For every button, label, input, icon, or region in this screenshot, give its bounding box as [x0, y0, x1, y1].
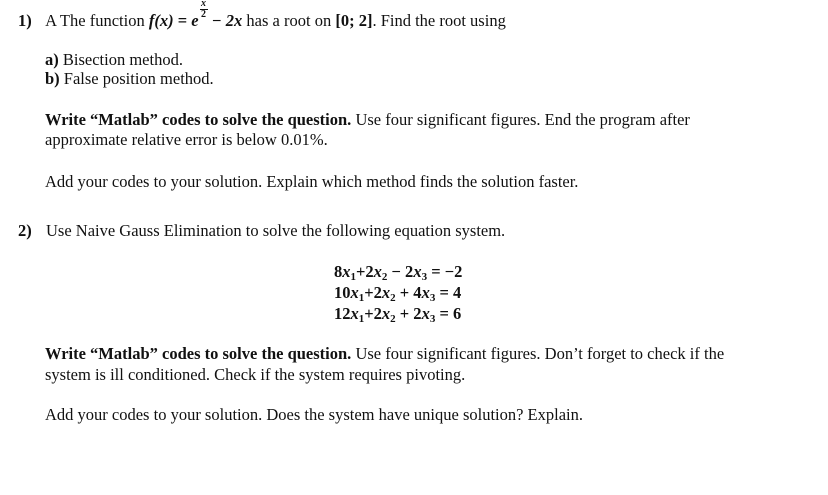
eq3-sub2: 2 — [390, 313, 396, 325]
q1-instruction-line1 — [45, 110, 690, 130]
eq2-var2: x — [381, 283, 391, 302]
q1-closing: Add your codes to your solution. Explain which method finds the solution faster. — [45, 172, 579, 191]
q1-number: 1) — [18, 11, 32, 30]
eq3-coef3: + 2 — [395, 304, 422, 323]
eq3-rhs: = 6 — [435, 304, 462, 323]
equation-3 — [334, 304, 461, 324]
eq1-sub1: 1 — [350, 271, 356, 283]
q1-instruction-line2: approximate relative error is below 0.01%. — [45, 130, 328, 149]
q1-line1 — [18, 0, 506, 31]
eq3-coef2: +2 — [364, 304, 382, 323]
eq3-coef1: 12 — [334, 304, 351, 323]
q1-item-b-text: False position method. — [59, 69, 214, 88]
eq1-var3: x — [413, 262, 422, 281]
q2-closing: Add your codes to your solution. Does the system have unique solution? Explain. — [45, 405, 584, 424]
eq2-coef1: 10 — [334, 283, 351, 302]
q1-function: f(x) = e — [148, 11, 199, 30]
eq1-coef2: +2 — [356, 262, 374, 281]
eq1-var2: x — [373, 262, 382, 281]
q2-instruction-rest: Use four significant figures. Don’t forget to check if the — [351, 344, 725, 363]
q1-item-a-label: a) — [45, 50, 59, 69]
eq3-sub1: 1 — [358, 313, 365, 325]
eq3-var1: x — [350, 304, 359, 323]
q1-item-b — [45, 69, 214, 89]
q1-instruction-rest: Use four significant figures. End the program after — [351, 110, 690, 129]
q2-instruction-line2: system is ill conditioned. Check if the system requires pivoting. — [45, 365, 466, 384]
q1-intro: A The function — [45, 11, 149, 30]
eq2-coef2: +2 — [364, 283, 382, 302]
q1-item-a — [45, 50, 183, 70]
eq1-coef3: − 2 — [387, 262, 414, 281]
q2-instruction-line1 — [45, 344, 724, 364]
eq3-var3: x — [421, 304, 430, 323]
q2-number: 2) — [18, 221, 32, 240]
eq3-sub3: 3 — [429, 313, 436, 325]
q2-line1 — [18, 221, 505, 241]
eq1-coef1: 8 — [334, 262, 343, 281]
eq1-sub2: 2 — [381, 271, 388, 283]
q1-intro-c: . Find the root using — [372, 11, 506, 30]
eq1-var1: x — [342, 262, 351, 281]
q1-item-b-label: b) — [45, 69, 60, 88]
eq1-sub3: 3 — [421, 271, 428, 283]
eq3-var2: x — [381, 304, 391, 323]
q1-interval: [0; 2] — [335, 11, 373, 30]
q2-instruction-bold: Write “Matlab” codes to solve the question. — [45, 344, 352, 363]
eq2-sub1: 1 — [358, 292, 365, 304]
eq1-rhs: = −2 — [427, 262, 463, 281]
eq2-sub3: 3 — [429, 292, 436, 304]
eq2-var3: x — [421, 283, 430, 302]
q1-item-a-text: Bisection method. — [58, 50, 183, 69]
q1-function-tail: − 2x — [207, 11, 243, 30]
q1-exponent — [200, 0, 208, 20]
q1-intro-b: has a root on — [242, 11, 336, 30]
eq2-rhs: = 4 — [435, 283, 462, 302]
q1-exponent-numerator: x — [201, 0, 207, 9]
eq2-coef3: + 4 — [395, 283, 422, 302]
equation-1 — [334, 262, 462, 282]
q1-exponent-denominator: 2 — [201, 9, 207, 20]
eq2-var1: x — [350, 283, 359, 302]
eq2-sub2: 2 — [390, 292, 396, 304]
q2-intro: Use Naive Gauss Elimination to solve the following equation system. — [46, 221, 506, 240]
equation-2 — [334, 283, 461, 303]
q1-instruction-bold: Write “Matlab” codes to solve the question. — [45, 110, 352, 129]
